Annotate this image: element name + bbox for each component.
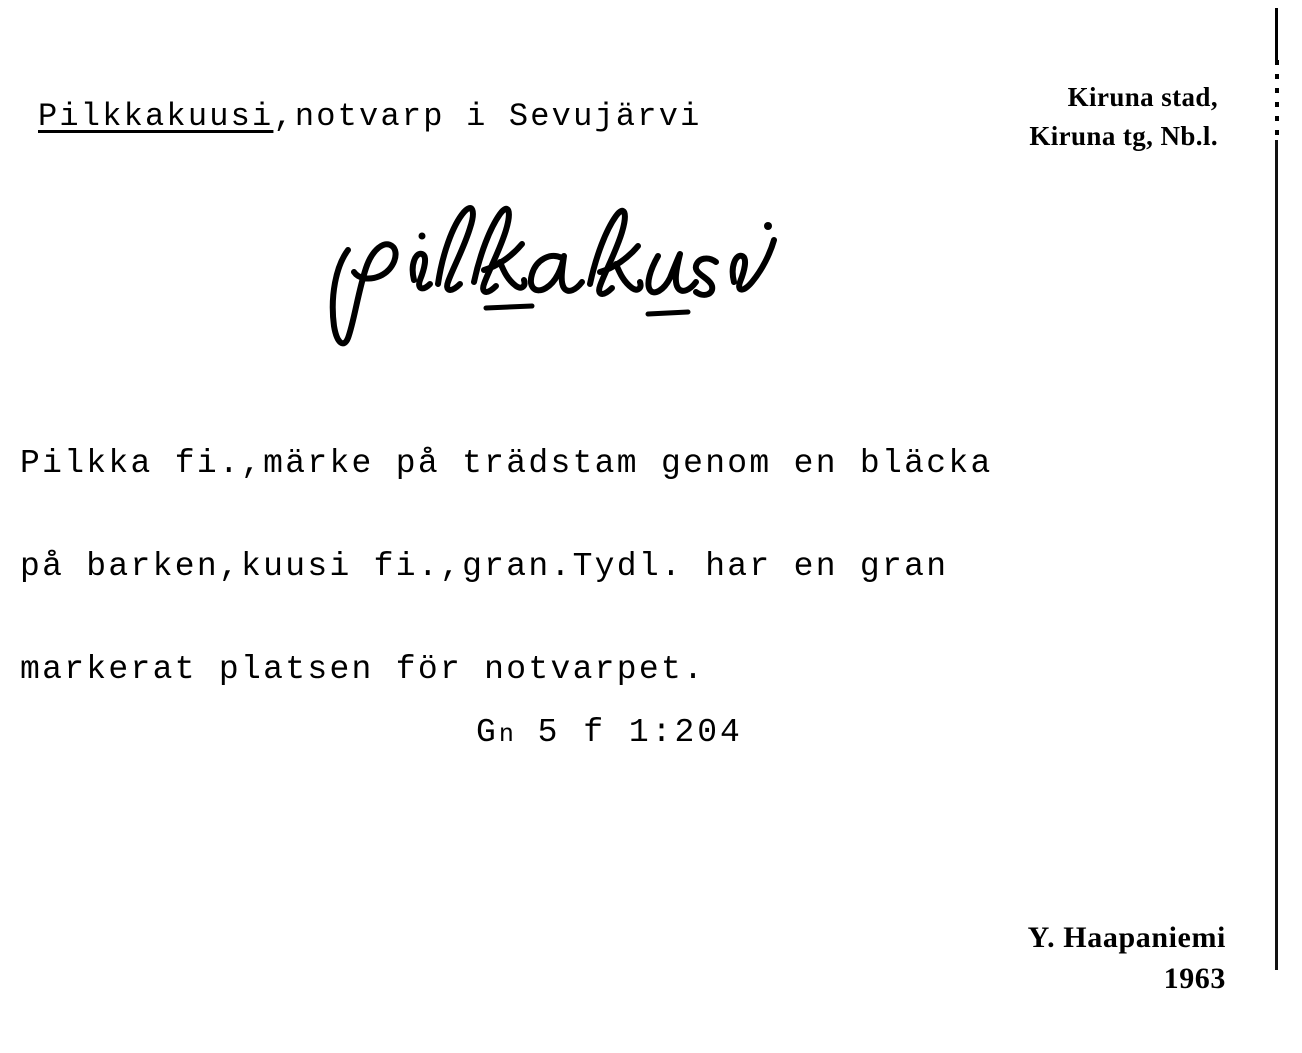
- headword-context: ,notvarp i Sevujärvi: [273, 98, 702, 135]
- author-signature: [1028, 918, 1226, 999]
- edge-mark-top: [1275, 8, 1278, 60]
- definition-text: [20, 412, 1240, 721]
- definition-line-1: Pilkka fi.,märke på trädstam genom en bläcka: [20, 445, 993, 482]
- definition-line-2: på barken,kuusi fi.,gran.Tydl. har en gran: [20, 548, 949, 585]
- author-name: Y. Haapaniemi: [1027, 921, 1226, 954]
- map-reference-rest: 5 f 1:204: [514, 714, 743, 751]
- scan-edge-artifact: [1272, 0, 1302, 1053]
- place-heading: [1029, 78, 1218, 156]
- edge-mark-vertical: [1275, 140, 1278, 970]
- map-reference-prefix: G: [476, 714, 499, 751]
- author-year: 1963: [1163, 961, 1226, 995]
- card-headword: [38, 98, 702, 135]
- headword-keyword: Pilkkakuusi: [38, 98, 274, 135]
- map-reference: [476, 714, 743, 751]
- place-line-2: Kiruna tg, Nb.l.: [1029, 121, 1218, 152]
- handwritten-pronunciation: [318, 196, 878, 356]
- place-line-1: Kiruna stad,: [1067, 82, 1218, 112]
- map-reference-subscript: n: [498, 720, 515, 749]
- definition-line-3: markerat platsen för notvarpet.: [20, 651, 706, 688]
- edge-mark-dots: [1275, 60, 1279, 138]
